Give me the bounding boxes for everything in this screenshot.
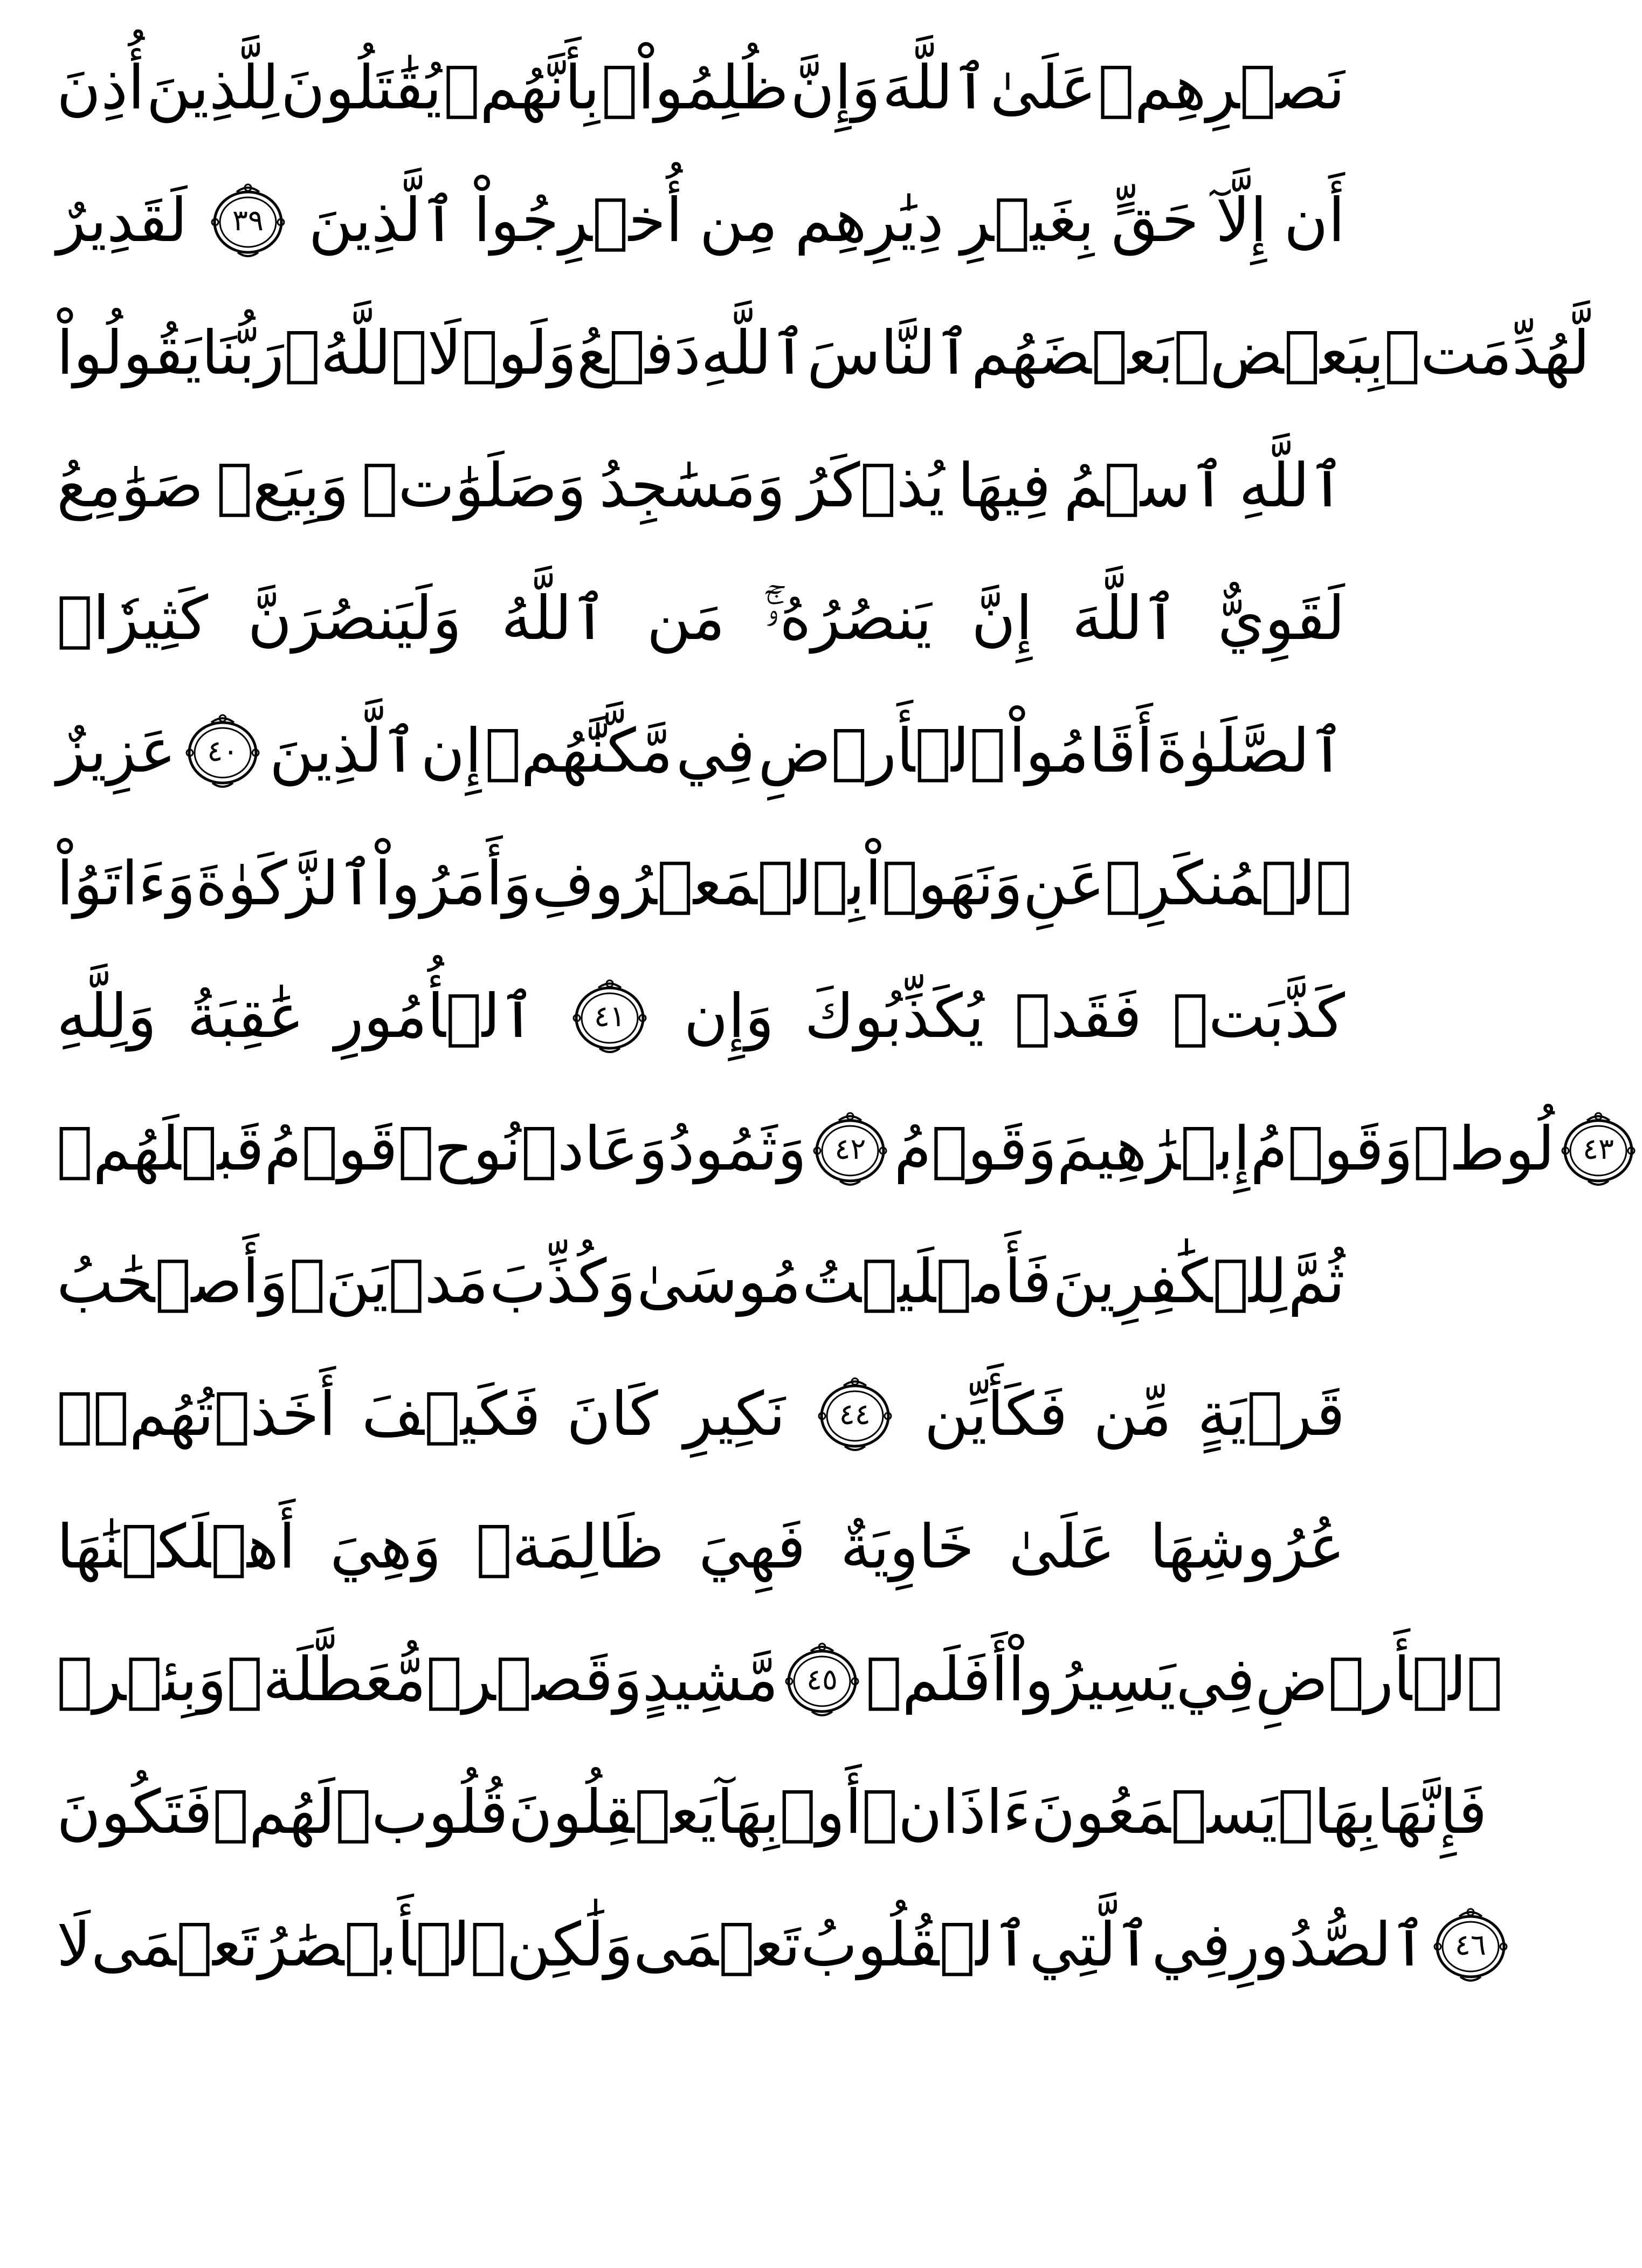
verse-word: ٱللَّهُ — [501, 583, 608, 654]
verse-word: لُوطٖ — [1413, 1114, 1555, 1184]
verse-word: لِلۡكَٰفِرِينَ — [1052, 1247, 1287, 1317]
verse-word: دَفۡعُ — [576, 318, 701, 388]
verse-word: مِّن — [1093, 1379, 1172, 1449]
verse-word: ٱلزَّكَوٰةَ — [196, 849, 375, 919]
verse-word: إِلَّآ — [1216, 185, 1267, 256]
verse-word: فَكَيۡفَ — [361, 1379, 541, 1449]
verse-word: وَقَوۡمُ — [1250, 1114, 1413, 1184]
verse-word: لَقَوِيٌّ — [1217, 583, 1345, 654]
verse-word: ٱللَّهُۗ — [284, 318, 427, 388]
ayah-number: ٤٤ — [839, 1397, 871, 1431]
verse-word: بَعۡضَهُم — [971, 318, 1174, 388]
verse-word: حَقٍّ — [1111, 185, 1199, 256]
verse-word: وَءَاتَوُاْ — [57, 849, 196, 919]
verse-word: وَبِئۡرٖ — [57, 1645, 227, 1715]
verse-word: إِن — [420, 716, 482, 786]
verse-word: أَخَذۡتُهُمۡۖ — [57, 1379, 336, 1449]
verse-word: ٱللَّهِ — [701, 318, 807, 388]
verse-word: مَّشِيدٍ — [642, 1645, 778, 1715]
verse-line — [57, 1613, 1503, 1746]
ayah-number: ٤٠ — [207, 734, 239, 768]
verse-word: تَعۡمَى — [91, 1910, 259, 1980]
verse-word: وَعَادٞ — [521, 1114, 668, 1184]
verse-word: وَثَمُودُ — [667, 1114, 807, 1184]
verse-word: كَذَّبَتۡ — [1172, 981, 1345, 1051]
verse-line — [57, 1348, 1345, 1481]
verse-word: رَبُّنَا — [201, 318, 284, 388]
verse-line — [57, 685, 1345, 817]
verse-word: ٱلَّذِينَ — [308, 185, 457, 256]
ayah-number-marker — [566, 976, 653, 1057]
verse-word: ٱلصُّدُورِ — [1231, 1910, 1427, 1980]
verse-word: خَاوِيَةٌ — [840, 1512, 975, 1582]
verse-word: ٱلۡأَرۡضِ — [1255, 1645, 1503, 1715]
verse-word: نُوحٖ — [397, 1114, 521, 1184]
verse-line — [57, 154, 1345, 287]
verse-word: وَقَصۡرٖ — [426, 1645, 643, 1715]
ayah-number: ٣٩ — [232, 203, 264, 237]
verse-line — [57, 420, 1345, 552]
verse-word: ثُمَّ — [1288, 1247, 1345, 1317]
verse-word: أُخۡرِجُواْ — [473, 185, 683, 256]
verse-word: فِي — [675, 716, 755, 786]
verse-word: قَوۡمُ — [264, 1114, 398, 1184]
verse-word: عَزِيزٌ — [57, 716, 176, 786]
verse-word: بِهَآ — [716, 1777, 780, 1847]
verse-word: مَّكَّنَّٰهُمۡ — [485, 716, 673, 786]
verse-line — [57, 1879, 1486, 2011]
verse-line — [57, 1481, 1345, 1613]
verse-word: وَلَوۡلَا — [427, 318, 577, 388]
ayah-number-marker — [1555, 1109, 1642, 1190]
verse-word: وَهِيَ — [330, 1512, 441, 1582]
verse-word: ٱلۡقُلُوبُ — [801, 1910, 1030, 1980]
verse-word: فَقَدۡ — [1014, 981, 1142, 1051]
verse-word: وَلِلَّهِ — [57, 981, 157, 1051]
verse-line — [57, 22, 1345, 154]
verse-word: يَقُولُواْ — [57, 318, 202, 388]
verse-word: لِلَّذِينَ — [146, 53, 279, 123]
verse-word: وَصَلَوَٰتٞ — [361, 451, 587, 521]
verse-word: وَلَٰكِن — [506, 1910, 633, 1980]
verse-line — [57, 552, 1345, 685]
verse-word: فِي — [1151, 1910, 1231, 1980]
ayah-number-marker — [806, 1109, 894, 1190]
verse-word: يَسِيرُواْ — [1008, 1645, 1176, 1715]
verse-word: أَوۡ — [779, 1777, 862, 1847]
verse-word: كَانَ — [566, 1379, 658, 1449]
verse-word: وَقَوۡمُ — [894, 1114, 1057, 1184]
verse-word: مُوسَىٰ — [637, 1247, 802, 1317]
verse-word: ٱلَّتِي — [1029, 1910, 1152, 1980]
verse-word: قَبۡلَهُمۡ — [57, 1114, 264, 1184]
verse-word: وَبِيَعٞ — [216, 451, 349, 521]
verse-word: ٱسۡمُ — [1064, 451, 1226, 521]
verse-word: دِيَٰرِهِم — [795, 185, 944, 256]
verse-word: وَإِن — [684, 981, 774, 1051]
verse-word: ظُلِمُواْۚ — [601, 53, 789, 123]
ayah-number-marker — [778, 1639, 866, 1720]
verse-line — [57, 950, 1345, 1083]
verse-word: عَٰقِبَةُ — [187, 981, 305, 1051]
verse-word: فِيهَا — [957, 451, 1051, 521]
verse-line — [57, 1215, 1345, 1348]
verse-word: يُقَٰتَلُونَ — [280, 53, 442, 123]
ayah-number: ٤٣ — [1582, 1132, 1614, 1166]
verse-word: فِي — [1176, 1645, 1255, 1715]
ayah-number-marker — [179, 711, 266, 792]
verse-line — [57, 287, 1590, 420]
verse-word: ٱللَّهِ — [1239, 451, 1345, 521]
verse-word: فَهِيَ — [699, 1512, 806, 1582]
verse-word: ٱلَّذِينَ — [269, 716, 418, 786]
verse-word: يُذۡكَرُ — [798, 451, 945, 521]
verse-line — [57, 1083, 1614, 1215]
verse-word: إِنَّ — [971, 583, 1033, 654]
verse-word: كَثِيرٗاۗ — [57, 583, 209, 654]
verse-word: عَنِ — [1023, 849, 1105, 919]
verse-word: وَمَسَٰجِدُ — [599, 451, 785, 521]
verse-word: وَأَصۡحَٰبُ — [57, 1247, 288, 1317]
verse-word: فَتَكُونَ — [57, 1777, 213, 1847]
verse-word: مِن — [699, 185, 778, 256]
verse-word: فَإِنَّهَا — [1377, 1777, 1487, 1847]
verse-word: تَعۡمَى — [633, 1910, 801, 1980]
ayah-number-marker — [811, 1374, 899, 1455]
verse-word: نَصۡرِهِمۡ — [1098, 53, 1345, 123]
verse-word: نَكِيرِ — [684, 1379, 786, 1449]
verse-word: يَسۡمَعُونَ — [1031, 1777, 1278, 1847]
verse-word: أَقَامُواْ — [1009, 716, 1153, 786]
verse-word: وَكُذِّبَ — [489, 1247, 636, 1317]
verse-word: ٱلۡأَبۡصَٰرُ — [258, 1910, 507, 1980]
verse-word: ٱلۡأَرۡضِ — [758, 716, 1006, 786]
verse-word: بِأَنَّهُمۡ — [443, 53, 600, 123]
verse-word: ٱلنَّاسَ — [806, 318, 971, 388]
verse-word: بِهَاۖ — [1277, 1777, 1377, 1847]
verse-word: يُكَذِّبُوكَ — [804, 981, 984, 1051]
verse-word: لَا — [57, 1910, 91, 1980]
verse-word: وَإِنَّ — [790, 53, 881, 123]
verse-word: ظَالِمَةٞ — [475, 1512, 665, 1582]
verse-word: ٱلۡأُمُورِ — [334, 981, 536, 1051]
verse-word: ٱللَّهَ — [882, 53, 989, 123]
ayah-number: ٤٦ — [1454, 1928, 1486, 1962]
verse-word: وَلَيَنصُرَنَّ — [247, 583, 462, 654]
verse-word: وَنَهَوۡاْ — [865, 849, 1023, 919]
verse-word: أَهۡلَكۡنَٰهَا — [57, 1512, 296, 1582]
verse-word: ٱلصَّلَوٰةَ — [1156, 716, 1345, 786]
verse-word: مَدۡيَنَۖ — [289, 1247, 489, 1317]
verse-word: فَأَمۡلَيۡتُ — [802, 1247, 1052, 1317]
verse-word: مُّعَطَّلَةٖ — [226, 1645, 426, 1715]
verse-line — [57, 1746, 1487, 1879]
verse-word: عَلَىٰ — [1009, 1512, 1115, 1582]
verse-word: بِبَعۡضٖ — [1174, 318, 1384, 388]
verse-word: ءَاذَانٞ — [861, 1777, 1031, 1847]
ayah-number: ٤٢ — [834, 1132, 866, 1166]
verse-word: قَرۡيَةٍ — [1197, 1379, 1345, 1449]
verse-word: وَأَمَرُواْ — [374, 849, 532, 919]
verse-word: بِٱلۡمَعۡرُوفِ — [532, 849, 865, 919]
verse-word: قُلُوبٞ — [335, 1777, 508, 1847]
verse-word: عَلَىٰ — [990, 53, 1096, 123]
ayah-number: ٤٥ — [806, 1662, 838, 1696]
ayah-number-marker — [1427, 1905, 1514, 1985]
verse-word: ٱللَّهَ — [1072, 583, 1178, 654]
verse-word: لَّهُدِّمَتۡ — [1384, 318, 1590, 388]
ayah-number-marker — [204, 180, 292, 261]
verse-word: يَنصُرُهُۥٓۚ — [764, 583, 932, 654]
verse-word: لَهُمۡ — [212, 1777, 335, 1847]
ayah-number: ٤١ — [594, 999, 626, 1033]
verse-word: يَعۡقِلُونَ — [508, 1777, 717, 1847]
verse-word: صَوَٰمِعُ — [57, 451, 204, 521]
verse-word: بِغَيۡرِ — [960, 185, 1094, 256]
verse-word: إِبۡرَٰهِيمَ — [1057, 1114, 1251, 1184]
verse-word: أَن — [1284, 185, 1345, 256]
verse-word: فَكَأَيِّن — [924, 1379, 1068, 1449]
verse-word: عُرُوشِهَا — [1149, 1512, 1345, 1582]
verse-word: لَقَدِيرٌ — [57, 185, 188, 256]
verse-line — [57, 817, 1352, 950]
verse-word: مَن — [646, 583, 725, 654]
verse-word: أَفَلَمۡ — [865, 1645, 1008, 1715]
verse-word: ٱلۡمُنكَرِۗ — [1105, 849, 1352, 919]
verse-word: أُذِنَ — [57, 53, 145, 123]
